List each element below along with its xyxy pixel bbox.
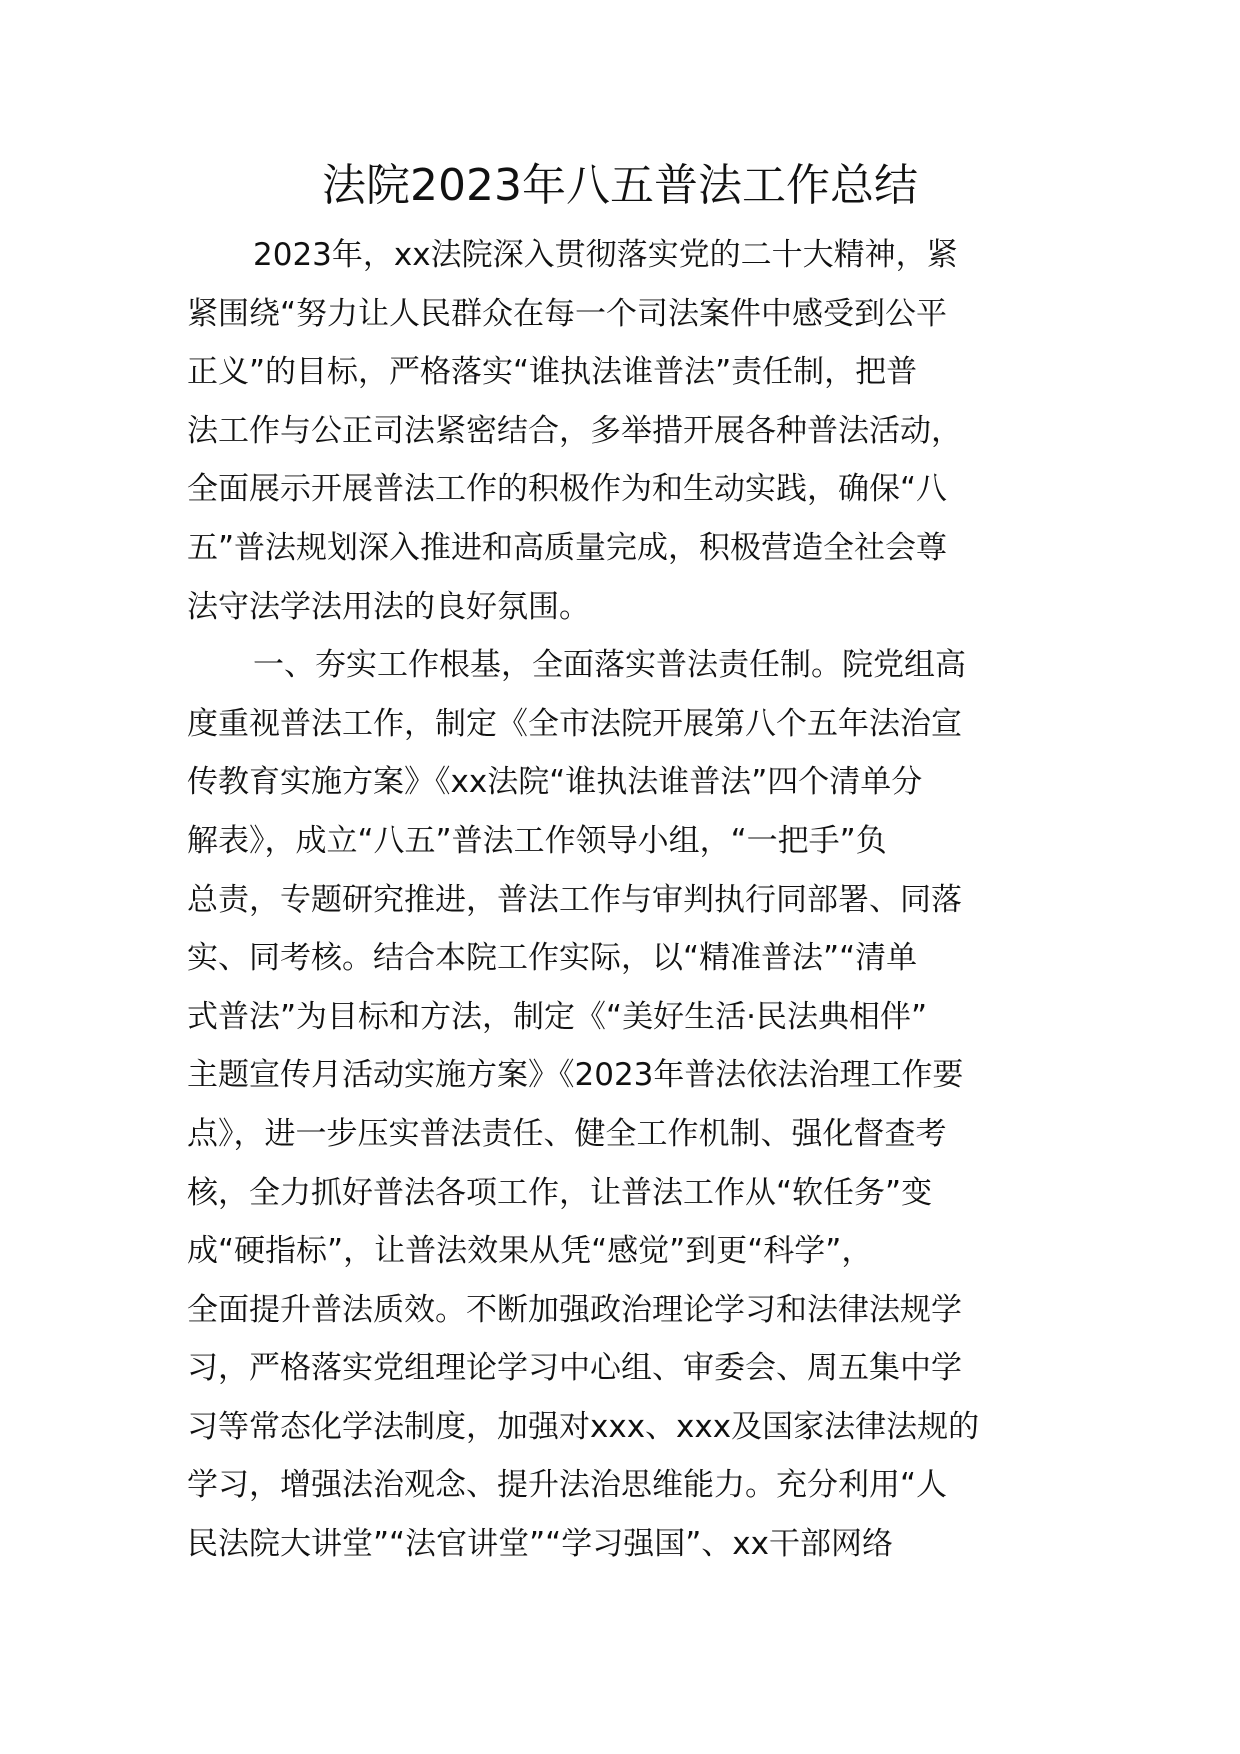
- paragraph-2-line-2: 度重视普法工作，制定《全市法院开展第八个五年法治宣: [187, 705, 962, 742]
- paragraph-1-line-7: 法守法学法用法的良好氛围。: [187, 588, 590, 625]
- paragraph-2-line-13: 习，严格落实党组理论学习中心组、审委会、周五集中学: [187, 1350, 962, 1387]
- paragraph-2-line-10: 核，全力抓好普法各项工作，让普法工作从“软任务”变: [187, 1174, 933, 1211]
- document-title: 法院2023年八五普法工作总结: [322, 160, 918, 211]
- paragraph-2-line-8: 主题宣传月活动实施方案》《2023年普法依法治理工作要: [187, 1057, 964, 1094]
- paragraph-2-line-9: 点》，进一步压实普法责任、健全工作机制、强化督查考: [187, 1115, 947, 1152]
- paragraph-1-line-3: 正义”的目标，严格落实“谁执法谁普法”责任制，把普: [187, 354, 918, 391]
- paragraph-2-line-6: 实、同考核。结合本院工作实际，以“精准普法”“清单: [187, 940, 918, 977]
- paragraph-2-line-14: 习等常态化学法制度，加强对xxx、xxx及国家法律法规的: [187, 1408, 980, 1445]
- paragraph-2-line-3: 传教育实施方案》《xx法院“谁执法谁普法”四个清单分: [187, 764, 923, 801]
- paragraph-2-line-4: 解表》，成立“八五”普法工作领导小组，“一把手”负: [187, 822, 887, 859]
- paragraph-1-line-1: 2023年，xx法院深入贯彻落实党的二十大精神，紧: [253, 237, 958, 273]
- paragraph-2-line-12: 全面提升普法质效。不断加强政治理论学习和法律法规学: [187, 1291, 962, 1328]
- paragraph-1-line-2: 紧围绕“努力让人民群众在每一个司法案件中感受到公平: [187, 295, 948, 332]
- paragraph-2-line-1: 一、夯实工作根基，全面落实普法责任制。院党组高: [253, 647, 966, 684]
- paragraph-2-line-11: 成“硬指标”，让普法效果从凭“感觉”到更“科学”，: [187, 1233, 873, 1270]
- paragraph-2-line-16: 民法院大讲堂”“法官讲堂”“学习强国”、xx干部网络: [187, 1526, 893, 1563]
- paragraph-2-line-5: 总责，专题研究推进，普法工作与审判执行同部署、同落: [187, 881, 962, 918]
- paragraph-1-line-5: 全面展示开展普法工作的积极作为和生动实践，确保“八: [187, 471, 948, 508]
- paragraph-1-line-4: 法工作与公正司法紧密结合，多举措开展各种普法活动，: [187, 412, 962, 449]
- paragraph-2-line-7: 式普法”为目标和方法，制定《“美好生活·民法典相伴”: [187, 998, 928, 1035]
- document-body: [187, 226, 1067, 1574]
- paragraph-1-line-6: 五”普法规划深入推进和高质量完成，积极营造全社会尊: [187, 529, 948, 566]
- paragraph-2-line-15: 学习，增强法治观念、提升法治思维能力。充分利用“人: [187, 1467, 948, 1504]
